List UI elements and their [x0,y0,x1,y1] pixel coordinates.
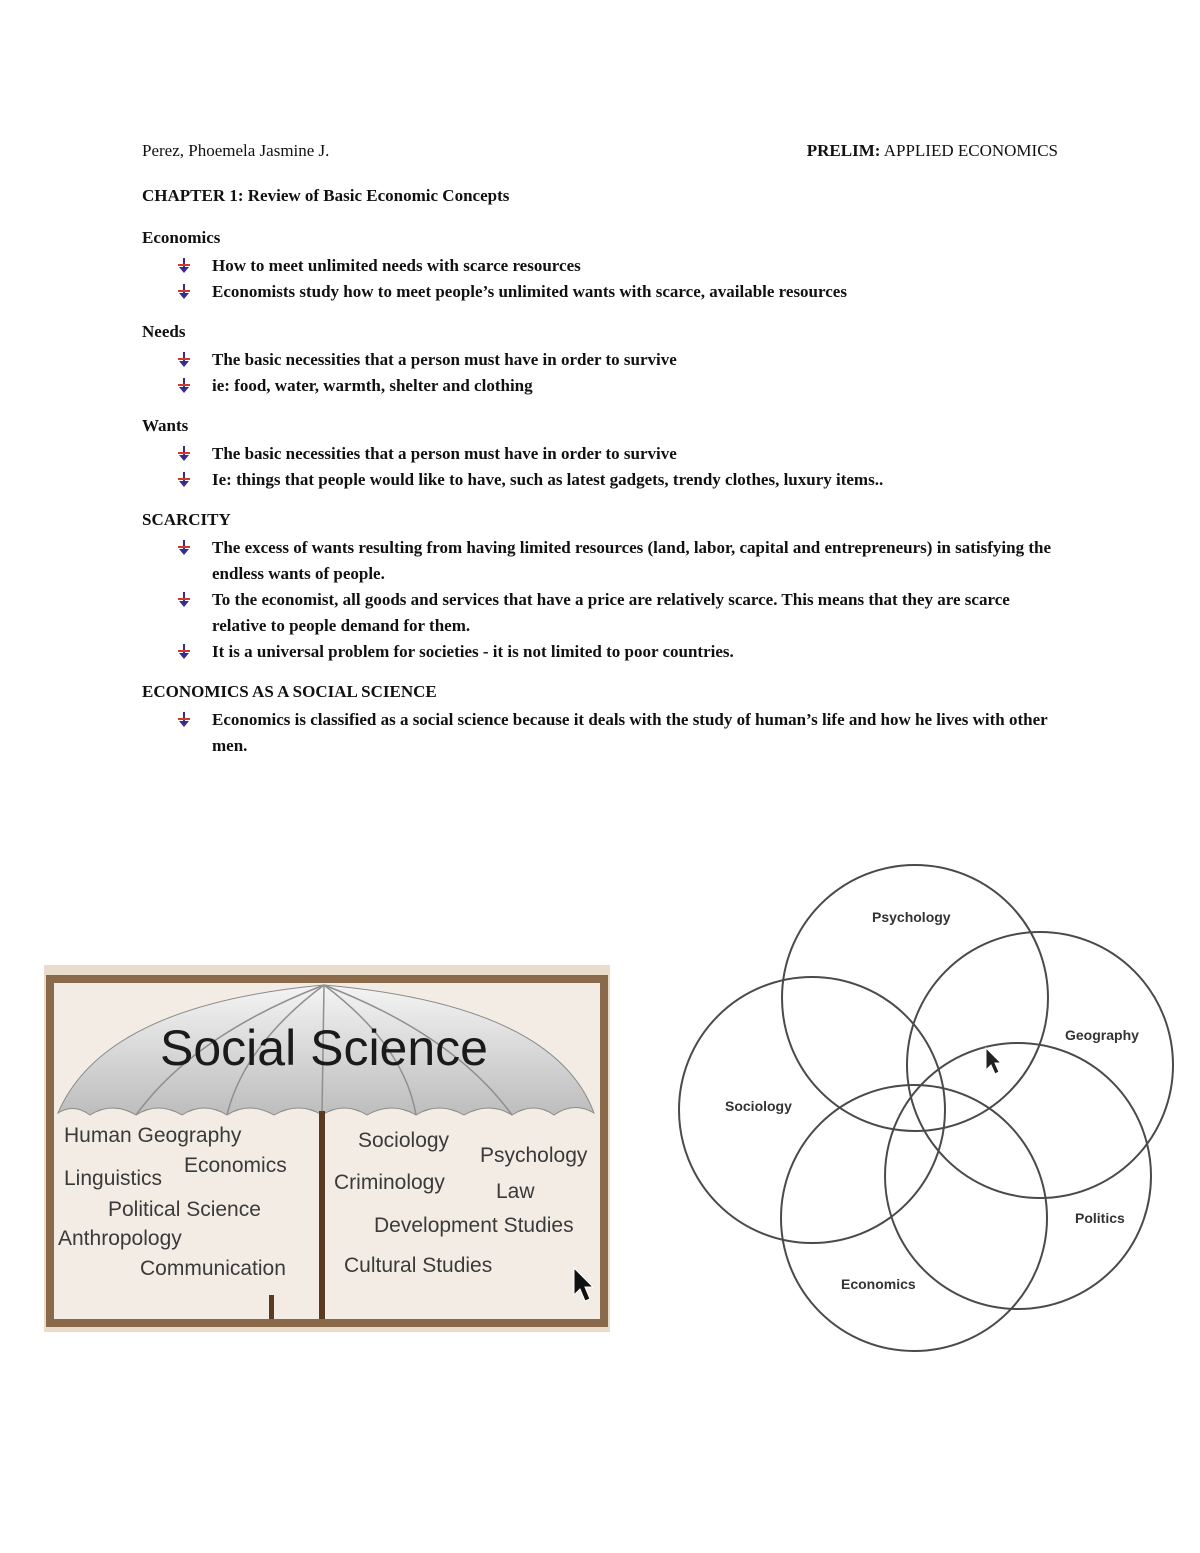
field-criminology: Criminology [334,1171,445,1194]
document-header [142,141,1058,167]
down-arrow-bullet-icon [176,592,192,608]
section-title-scarcity: SCARCITY [142,510,231,529]
down-arrow-bullet-icon [176,352,192,368]
bullet-text: It is a universal problem for societies - it is not limited to poor countries. [212,642,734,661]
umbrella-pole [319,1111,325,1319]
bullet-text: The basic necessities that a person must have in order to survive [212,444,677,463]
author-name: Perez, Phoemela Jasmine J. [142,141,330,160]
bullet-text: The excess of wants resulting from having limited resources (land, labor, capital and entrepreneurs) in satisfying the endless wants of people. [212,538,1052,583]
section-title-needs: Needs [142,322,186,341]
field-development-studies: Development Studies [374,1214,574,1237]
venn-label-geography: Geography [1065,1027,1139,1043]
bullet-text: The basic necessities that a person must have in order to survive [212,350,677,369]
bullet-text: How to meet unlimited needs with scarce resources [212,256,581,275]
down-arrow-bullet-icon [176,378,192,394]
bullet-list-needs [142,347,1058,399]
bullet-text: Economists study how to meet people’s unlimited wants with scarce, available resources [212,282,847,301]
list-item [142,347,1058,373]
bullet-text: To the economist, all goods and services that have a price are relatively scarce. This means that they are scarce relative to people demand for them. [212,590,1010,635]
subject-name: APPLIED ECONOMICS [883,141,1058,160]
down-arrow-bullet-icon [176,540,192,556]
list-item [142,373,1058,399]
field-political-science: Political Science [108,1198,261,1221]
social-science-umbrella-diagram [44,965,610,1332]
list-item [142,467,1058,493]
list-item [142,441,1058,467]
field-economics: Economics [184,1154,287,1177]
document-body [142,183,1058,773]
down-arrow-bullet-icon [176,644,192,660]
venn-circle-sociology [679,977,945,1243]
venn-label-sociology: Sociology [725,1098,792,1114]
bullet-list-scarcity [142,535,1058,665]
section-title-economics: Economics [142,228,221,247]
umbrella-handle [269,1295,274,1319]
section-title-social-science: ECONOMICS AS A SOCIAL SCIENCE [142,682,437,701]
list-item [142,535,1058,587]
venn-circle-geography [907,932,1173,1198]
mouse-cursor-icon [986,1048,1001,1074]
chapter-title: CHAPTER 1: Review of Basic Economic Concepts [142,186,510,205]
section-title-wants: Wants [142,416,189,435]
umbrella-title: Social Science [160,1020,488,1076]
field-cultural-studies: Cultural Studies [344,1254,493,1277]
down-arrow-bullet-icon [176,258,192,274]
venn-label-politics: Politics [1075,1210,1125,1226]
bullet-text: Economics is classified as a social science because it deals with the study of human’s life and how he lives with other men. [212,710,1048,755]
down-arrow-bullet-icon [176,472,192,488]
list-item [142,279,1058,305]
field-communication: Communication [140,1257,286,1280]
bullet-list-economics [142,253,1058,305]
field-anthropology: Anthropology [58,1227,182,1250]
list-item [142,253,1058,279]
field-psychology: Psychology [480,1144,588,1167]
subject-label: PRELIM: [806,141,881,160]
field-linguistics: Linguistics [64,1167,163,1190]
venn-circle-economics [781,1085,1047,1351]
bullet-text: ie: food, water, warmth, shelter and clothing [212,376,533,395]
bullet-list-social-science [142,707,1058,759]
venn-label-psychology: Psychology [872,909,951,925]
social-science-venn-diagram [660,860,1180,1360]
venn-label-economics: Economics [841,1276,916,1292]
down-arrow-bullet-icon [176,712,192,728]
field-human-geography: Human Geography [64,1124,242,1147]
field-law: Law [496,1180,535,1203]
bullet-text: Ie: things that people would like to have, such as latest gadgets, trendy clothes, luxury items.. [212,470,884,489]
down-arrow-bullet-icon [176,284,192,300]
subject-heading [807,141,1058,161]
field-sociology: Sociology [358,1129,450,1152]
bullet-list-wants [142,441,1058,493]
list-item [142,587,1058,639]
list-item [142,639,1058,665]
list-item [142,707,1058,759]
down-arrow-bullet-icon [176,446,192,462]
